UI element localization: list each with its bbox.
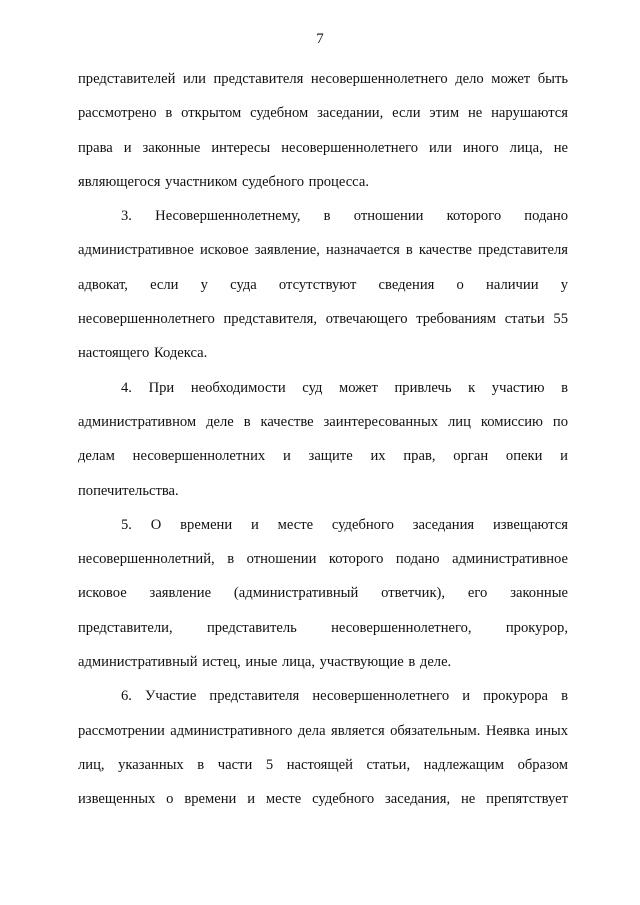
paragraph-text: О времени и месте судебного заседания извещаются несовершеннолетний, в отношении которого подано административное исковое заявление (административный ответчик), его законные представители, представитель несовершеннолетнего, прокурор, административный истец, иные лица, участвующие в деле. <box>78 516 569 671</box>
paragraph-text: При необходимости суд может привлечь к участию в административном деле в качестве заинтересованных лиц комиссию по делам несовершеннолетних и защите их прав, орган опеки и попечительства. <box>78 379 568 499</box>
document-body <box>78 62 568 817</box>
paragraph-3 <box>78 199 568 370</box>
paragraph-number: 6. <box>121 688 132 705</box>
paragraph-6 <box>78 679 568 816</box>
paragraph-text: Несовершеннолетнему, в отношении которого подано административное исковое заявление, назначается в качестве представителя адвокат, если у суда отсутствуют сведения о наличии у несовершеннолетнего представителя, отвечающего требованиям статьи 55 настоящего Кодекса. <box>78 208 568 362</box>
paragraph-4 <box>78 371 568 508</box>
paragraph-text: Участие представителя несовершеннолетнего и прокурора в рассмотрении административного дела является обязательным. Неявка иных лиц, указанных в части 5 настоящей статьи, надлежащим образом извещенных о времени и месте судебного заседания, не препятствует <box>78 688 568 808</box>
paragraph-number: 3. <box>121 208 132 225</box>
paragraph-5 <box>78 508 568 679</box>
paragraph-number: 5. <box>121 516 132 533</box>
page-number: 7 <box>316 31 324 47</box>
paragraph-continued <box>78 62 568 199</box>
paragraph-text: представителей или представителя несовершеннолетнего дело может быть рассмотрено в открытом судебном заседании, если этим не нарушаются права и законные интересы несовершеннолетнего или иного лица, не являющегося участником судебного процесса. <box>78 71 568 190</box>
paragraph-number: 4. <box>121 379 132 396</box>
